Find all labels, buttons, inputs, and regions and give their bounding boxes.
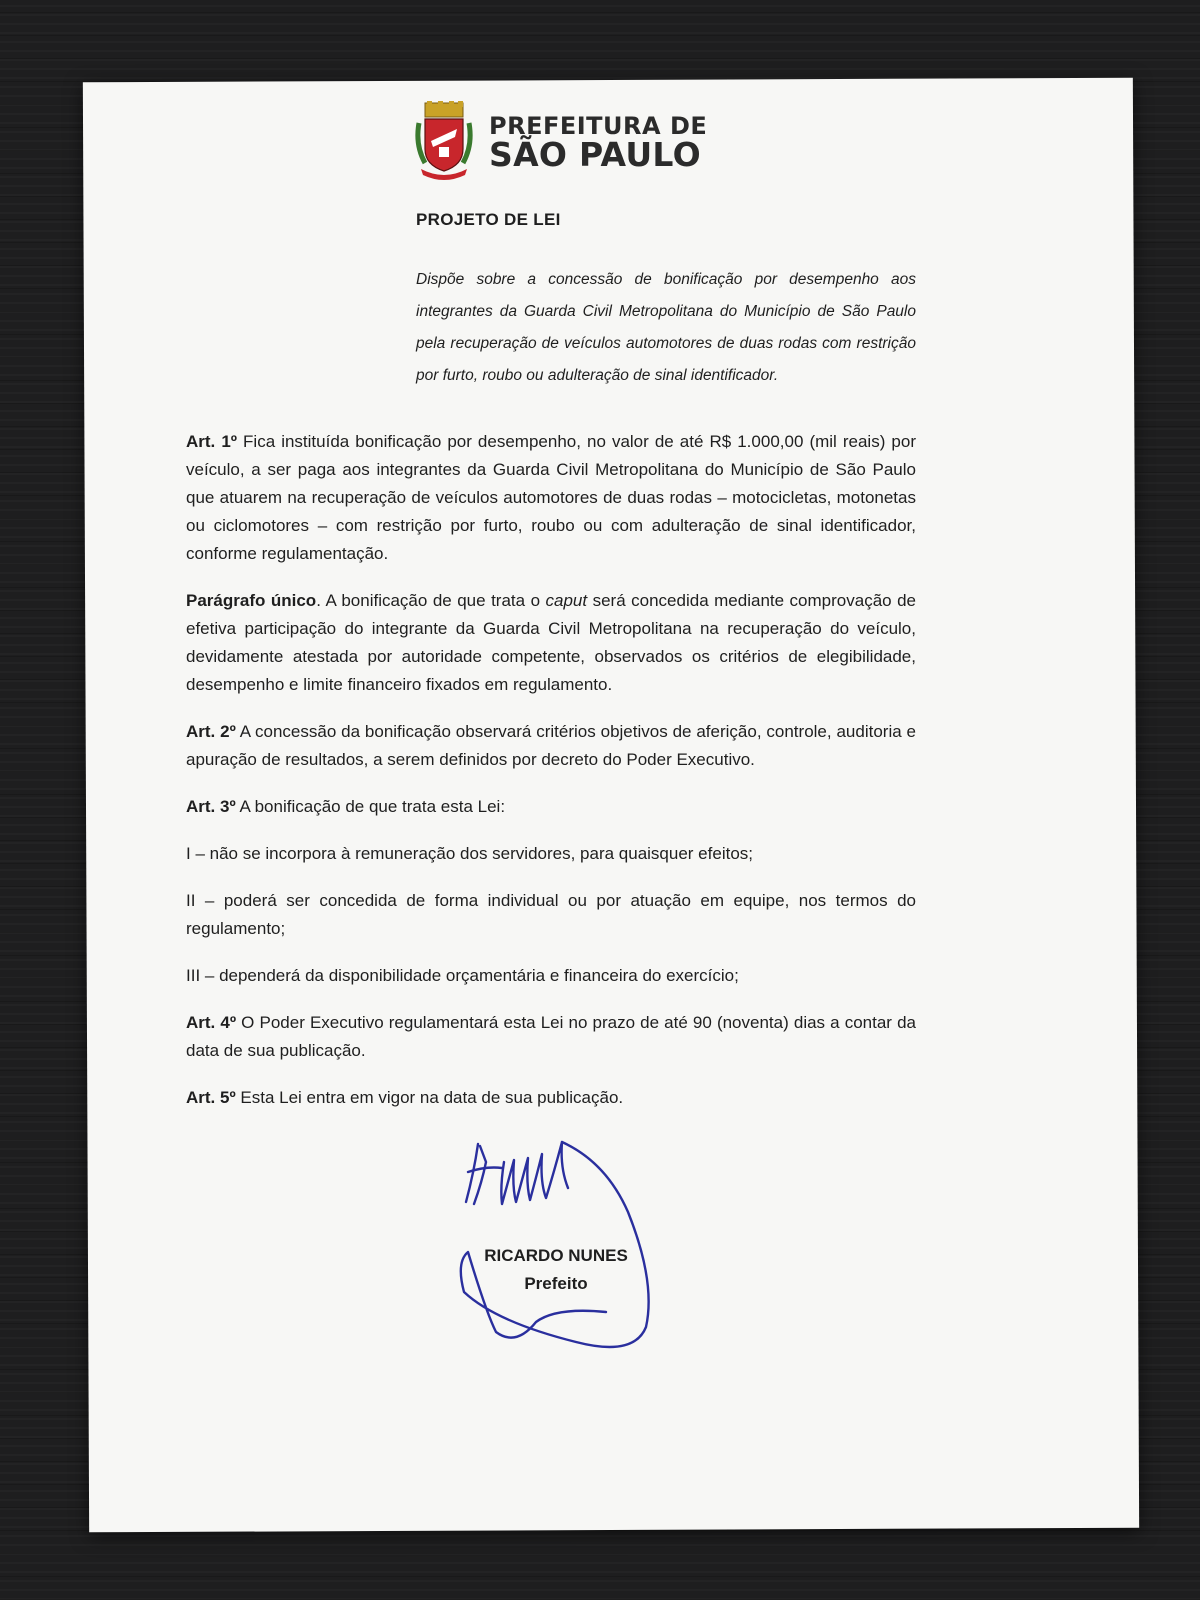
document-summary: Dispõe sobre a concessão de bonificação por desempenho aos integrantes da Guarda Civil Metropolitana do Município de São Paulo pela recuperação de veículos automotores de duas rodas com restrição por furto, roubo ou adulteração de sinal identificador. — [416, 271, 916, 384]
city-coat-of-arms-icon — [411, 101, 477, 183]
articles — [186, 428, 916, 1112]
article-3-item-3: III – dependerá da disponibilidade orçamentária e financeira do exercício; — [186, 966, 739, 985]
signer-name: RICARDO NUNES — [484, 1246, 628, 1265]
document-type: PROJETO DE LEI — [416, 210, 561, 229]
paragraph-text-after: será concedida mediante comprovação de efetiva participação do integrante da Guarda Civil Metropolitana na recuperação do veículo, devidamente atestada por autoridade competente, observados os critérios de elegibilidade, desempenho e limite financeiro fixados em regulamento. — [186, 591, 916, 694]
signer-role: Prefeito — [524, 1274, 588, 1293]
article-text: A concessão da bonificação observará critérios objetivos de aferição, controle, auditoria e apuração de resultados, a serem definidos por decreto do Poder Executivo. — [186, 722, 916, 769]
article-1 — [186, 428, 916, 568]
paragraph-label: Parágrafo único — [186, 591, 317, 610]
article-text: Fica instituída bonificação por desempenho, no valor de até R$ 1.000,00 (mil reais) por veículo, a ser paga aos integrantes da Guarda Civil Metropolitana do Município de São Paulo que atuarem na recuperação de veículos automotores de duas rodas – motocicletas, motonetas ou ciclomotores – com restrição por furto, roubo ou com adulteração de sinal identificador, conforme regulamentação. — [186, 432, 916, 563]
org-name-line2: SÃO PAULO — [489, 134, 701, 174]
paragraph-text-before: . A bonificação de que trata o — [316, 591, 546, 610]
article-5 — [186, 1084, 916, 1112]
article-text: A bonificação de que trata esta Lei: — [239, 797, 506, 816]
document-content — [186, 96, 916, 1372]
letterhead — [411, 96, 916, 188]
org-name — [489, 111, 708, 174]
caput-term: caput — [545, 591, 588, 610]
org-name-line1: PREFEITURA DE — [489, 111, 708, 140]
article-label: Art. 4º — [186, 1013, 237, 1032]
article-2 — [186, 718, 916, 774]
article-label: Art. 1º — [186, 432, 237, 451]
article-text: Esta Lei entra em vigor na data de sua publicação. — [240, 1088, 624, 1107]
signature-block — [186, 1132, 916, 1372]
article-3-item-1: I – não se incorpora à remuneração dos servidores, para quaisquer efeitos; — [186, 844, 753, 863]
article-label: Art. 3º — [186, 797, 236, 816]
paragrafo-unico — [186, 587, 916, 699]
article-text: O Poder Executivo regulamentará esta Lei no prazo de até 90 (noventa) dias a contar da data de sua publicação. — [186, 1013, 916, 1060]
article-label: Art. 5º — [186, 1088, 236, 1107]
article-4 — [186, 1009, 916, 1065]
signer — [456, 1242, 656, 1298]
article-label: Art. 2º — [186, 722, 236, 741]
article-3 — [186, 793, 916, 821]
article-3-item-2: II – poderá ser concedida de forma individual ou por atuação em equipe, nos termos do regulamento; — [186, 891, 916, 938]
